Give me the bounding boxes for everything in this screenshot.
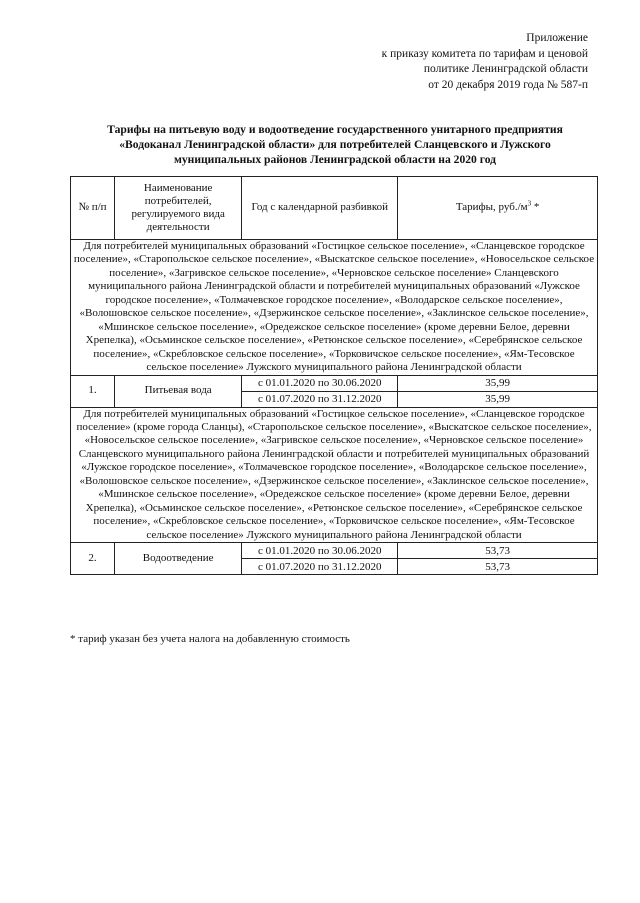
row-service-name: Водоотведение: [115, 543, 242, 575]
header-tariff: [398, 177, 598, 240]
row-tariff: 35,99: [398, 391, 598, 407]
row-tariff: 53,73: [398, 543, 598, 559]
row-period: с 01.01.2020 по 30.06.2020: [242, 543, 398, 559]
row-tariff: 53,73: [398, 559, 598, 575]
table-row: [71, 375, 598, 391]
title-line: муниципальных районов Ленинградской области на 2020 год: [173, 153, 497, 166]
appendix-line: Приложение: [526, 32, 588, 44]
table-row: [71, 543, 598, 559]
row-period: с 01.01.2020 по 30.06.2020: [242, 375, 398, 391]
appendix-line: политике Ленинградской области: [423, 63, 588, 75]
appendix-line: от 20 декабря 2019 года № 587-п: [428, 78, 588, 91]
row-service-name: Питьевая вода: [115, 375, 242, 407]
appendix-block: [288, 31, 588, 93]
row-period: с 01.07.2020 по 31.12.2020: [242, 391, 398, 407]
group-description-row: [71, 407, 598, 543]
group-description: Для потребителей муниципальных образований «Гостицкое сельское поселение», «Сланцевское городское поселение» (кроме города Сланцы), «Старопольское сельское поселение», «Выскатское сельское поселение», «Новосельское сельское поселение», «Загривское сельское поселение», «Черновское сельское поселение» Сланцевского муниципального района Ленинградской области и потребителей муниципальных образований «Лужское городское поселение», «Толмачевское городское поселение», «Володарское сельское поселение», «Волошовское сельское поселение», «Дзержинское сельское поселение», «Заклинское сельское поселение», «Мшинское сельское поселение», «Оредежское сельское поселение» (кроме деревни Белое, деревни Хрепелка), «Осьминское сельское поселение», «Ретюнское сельское поселение», «Серебрянское сельское поселение», «Скребловское сельское поселение», «Торковичское сельское поселение», «Ям-Тесовское сельское поселение» Лужского муниципального района Ленинградской области: [71, 407, 598, 543]
row-number: 1.: [71, 375, 115, 407]
row-period: с 01.07.2020 по 31.12.2020: [242, 559, 398, 575]
appendix-line: к приказу комитета по тарифам и ценовой: [381, 47, 588, 60]
header-tariff-star: *: [531, 201, 540, 214]
row-number: 2.: [71, 543, 115, 575]
row-tariff: 35,99: [398, 375, 598, 391]
title-line: «Водоканал Ленинградской области» для потребителей Сланцевского и Лужского: [119, 138, 551, 151]
header-tariff-label: Тарифы, руб./м: [455, 201, 528, 214]
header-period: Год с календарной разбивкой: [242, 177, 398, 240]
group-description: Для потребителей муниципальных образований «Гостицкое сельское поселение», «Сланцевское городское поселение», «Старопольское сельское поселение», «Выскатское сельское поселение», «Новосельское сельское поселение», «Загривское сельское поселение», «Черновское сельское поселение» Сланцевского муниципального района Ленинградской области и потребителей муниципальных образований «Лужское городское поселение», «Толмачевское городское поселение», «Володарское сельское поселение», «Волошовское сельское поселение», «Дзержинское сельское поселение», «Заклинское сельское поселение», «Мшинское сельское поселение», «Оредежское сельское поселение» (кроме деревни Белое, деревни Хрепелка), «Осьминское сельское поселение», «Ретюнское сельское поселение», «Серебрянское сельское поселение», «Скребловское сельское поселение», «Торковичское сельское поселение», «Ям-Тесовское сельское поселение» Лужского муниципального района Ленинградской области: [71, 240, 598, 376]
header-name: Наименование потребителей, регулируемого вида деятельности: [115, 177, 242, 240]
header-num: № п/п: [71, 177, 115, 240]
tariff-table: [70, 176, 598, 575]
document-title: [70, 122, 600, 167]
footnote: * тариф указан без учета налога на добавленную стоимость: [70, 633, 350, 645]
header-row: [71, 177, 598, 240]
title-line: Тарифы на питьевую воду и водоотведение государственного унитарного предприятия: [107, 123, 563, 136]
header-tariff-sup: 3: [527, 199, 532, 208]
group-description-row: [71, 240, 598, 376]
